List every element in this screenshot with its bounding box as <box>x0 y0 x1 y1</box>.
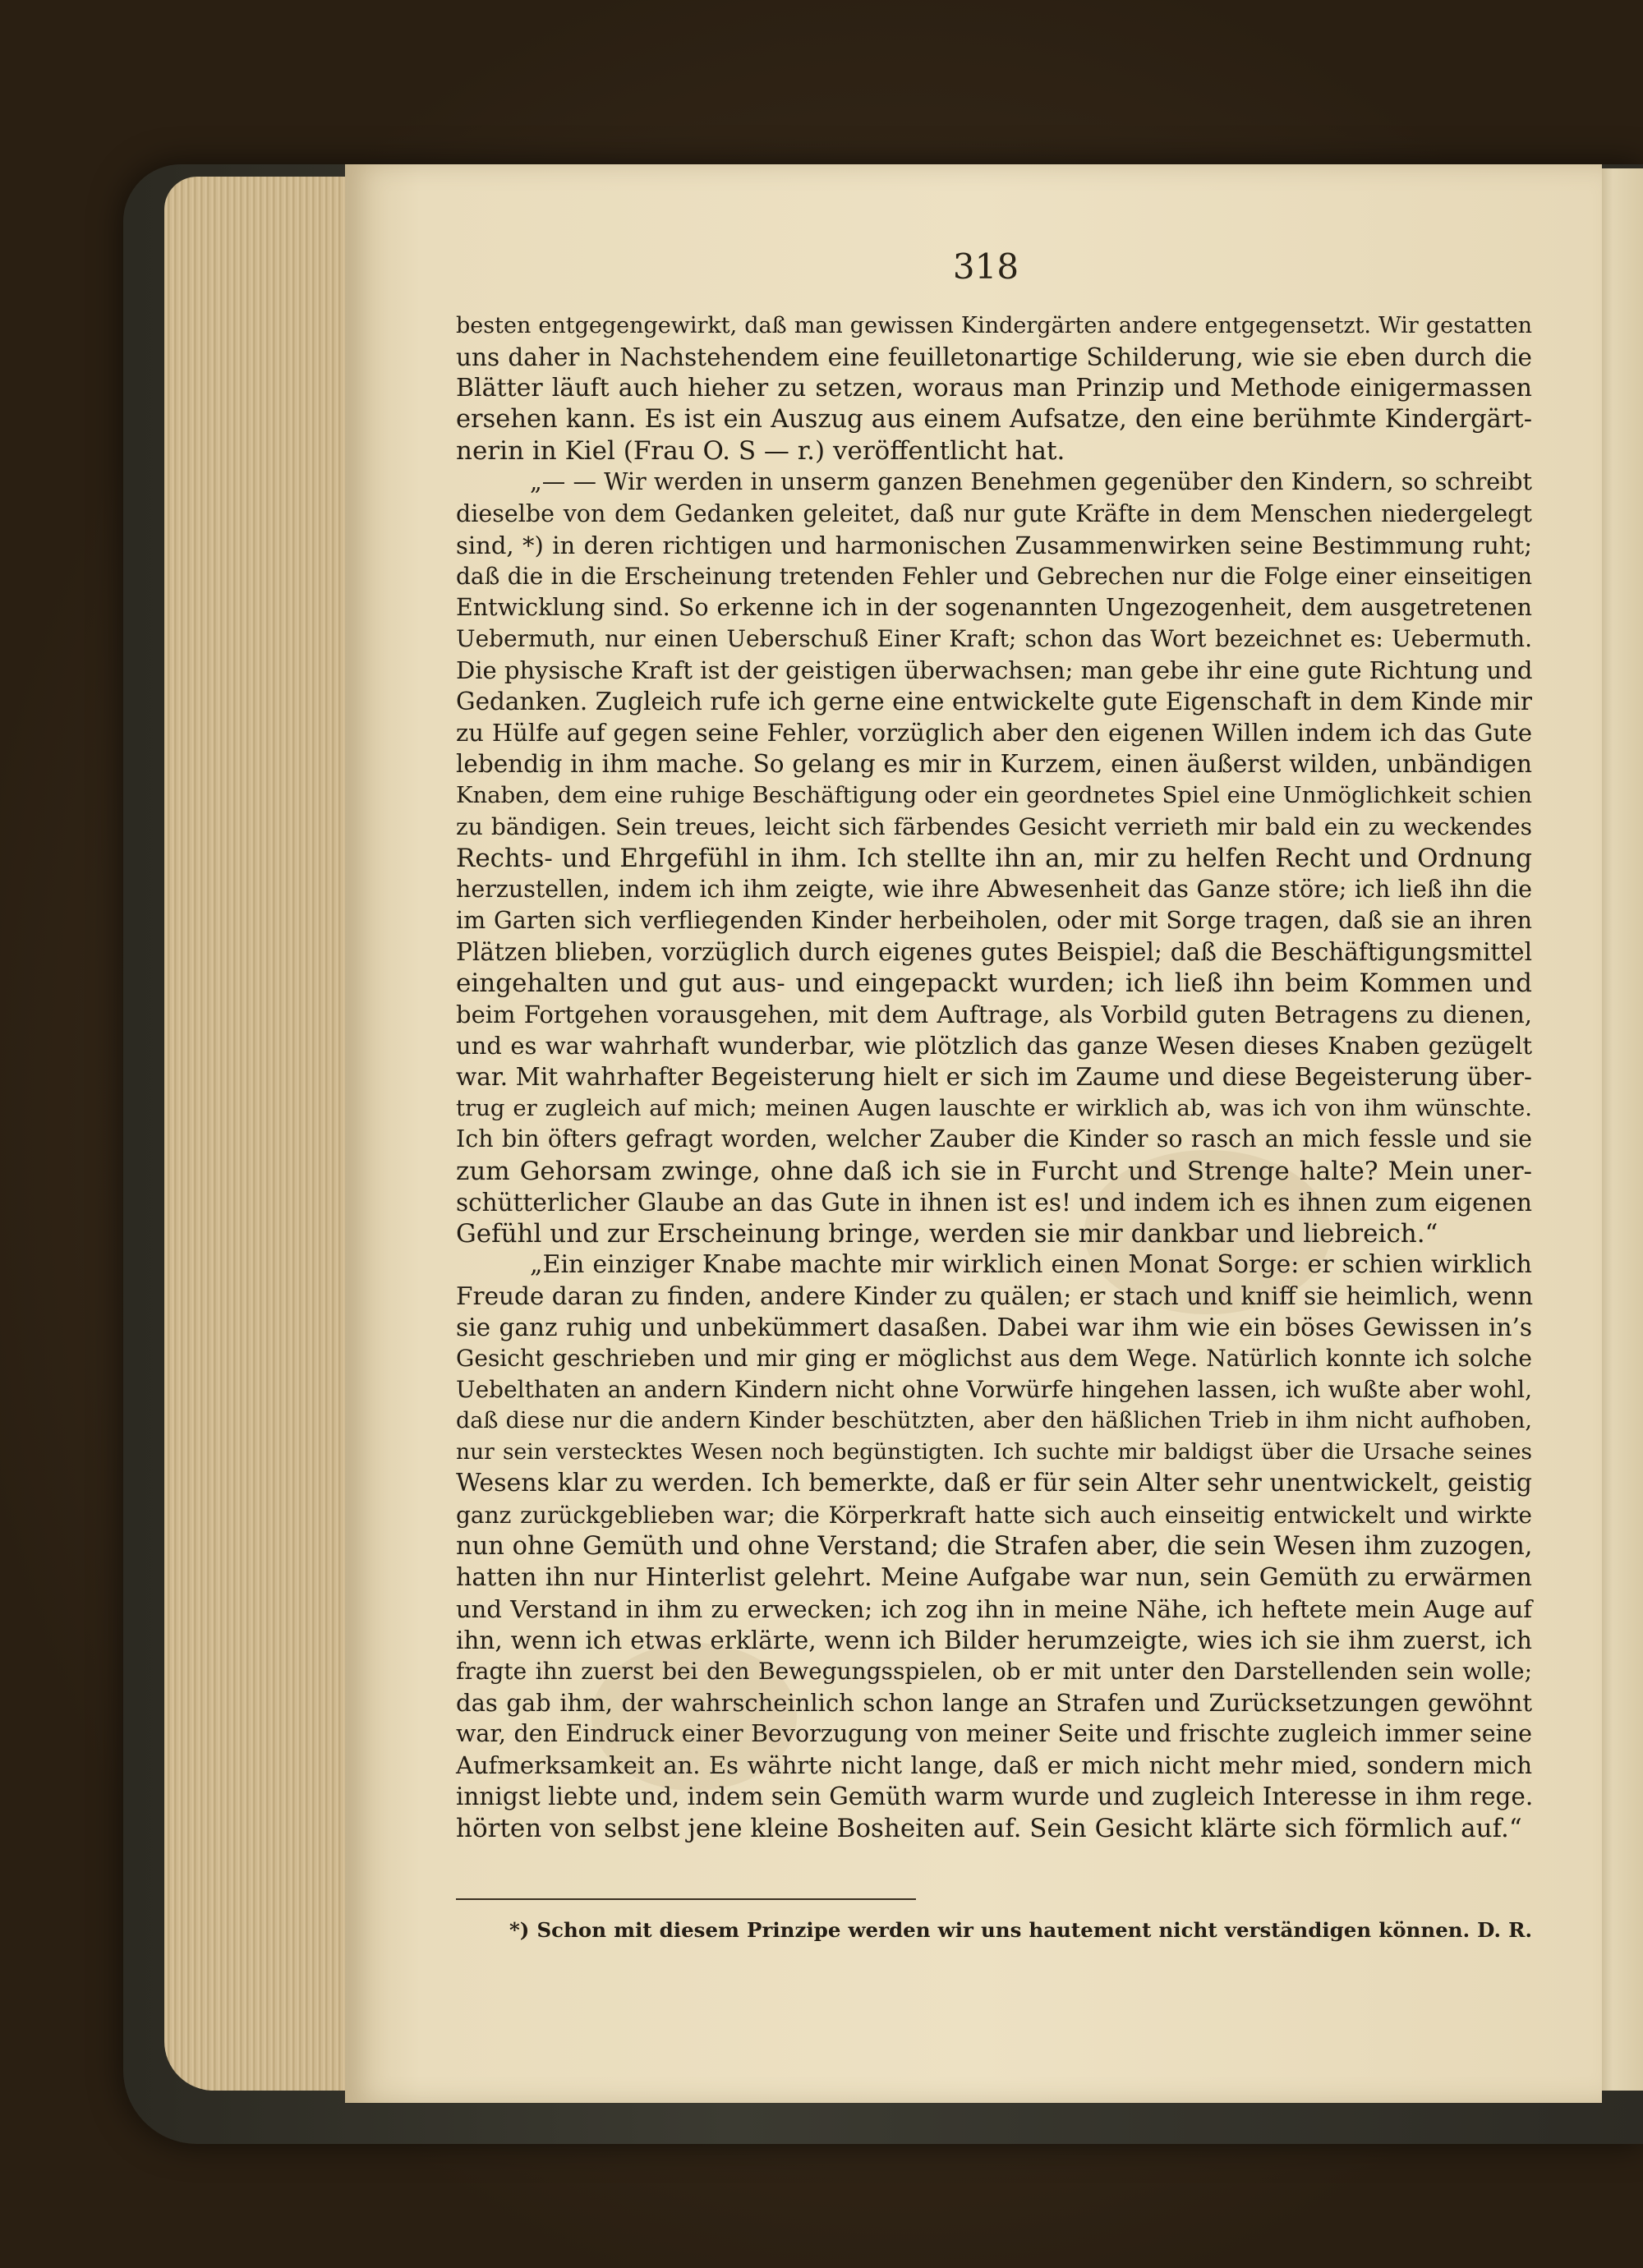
text-line: das gab ihm, der wahrscheinlich schon lange an Strafen und Zurücksetzungen gewöhnt <box>456 1689 1532 1718</box>
text-line: ganz zurückgeblieben war; die Körperkraft hatte sich auch einseitig entwickelt und wirkte <box>456 1501 1532 1529</box>
text-line: Uebermuth, nur einen Ueberschuß Einer Kraft; schon das Wort bezeichnet es: Uebermuth. <box>456 624 1532 652</box>
body-text <box>456 311 1532 1844</box>
text-line: beim Fortgehen vorausgehen, mit dem Auftrage, als Vorbild guten Betragens zu dienen, <box>456 1001 1532 1029</box>
text-line: herzustellen, indem ich ihm zeigte, wie ihre Abwesenheit das Ganze störe; ich ließ ihn die <box>456 875 1532 903</box>
text-line: trug er zugleich auf mich; meinen Augen lauschte er wirklich ab, was ich von ihm wünschte. <box>456 1095 1532 1122</box>
text-line: besten entgegengewirkt, daß man gewissen Kindergärten andere entgegensetzt. Wir gestatten <box>456 313 1532 338</box>
text-line: „Ein einziger Knabe machte mir wirklich einen Monat Sorge: er schien wirklich <box>530 1249 1532 1279</box>
text-line: Uebelthaten an andern Kindern nicht ohne Vorwürfe hingehen lassen, ich wußte aber wohl, <box>456 1376 1532 1404</box>
text-line: war, den Eindruck einer Bevorzugung von meiner Seite und frischte zugleich immer seine <box>456 1720 1532 1748</box>
text-line: sind, *) in deren richtigen und harmonischen Zusammenwirken seine Bestimmung ruht; <box>456 531 1532 559</box>
text-line: Freude daran zu finden, andere Kinder zu quälen; er stach und kniff sie heimlich, wenn <box>456 1281 1534 1310</box>
text-line: war. Mit wahrhafter Begeisterung hielt er sich im Zaume und diese Begeisterung über- <box>456 1063 1532 1092</box>
text-line: Aufmerksamkeit an. Es währte nicht lange, daß er mich nicht mehr mied, sondern mich <box>456 1751 1532 1780</box>
text-line: schütterlicher Glaube an das Gute in ihnen ist es! und indem ich es ihnen zum eigenen <box>456 1188 1532 1217</box>
text-line: Ich bin öfters gefragt worden, welcher Zauber die Kinder so rasch an mich fessle und sie <box>456 1125 1532 1153</box>
text-line: im Garten sich verfliegenden Kinder herbeiholen, oder mit Sorge tragen, daß sie an ihren <box>456 906 1532 934</box>
text-line: ihn, wenn ich etwas erklärte, wenn ich Bilder herumzeigte, wies ich sie ihm zuerst, ich <box>456 1626 1532 1654</box>
text-line: „— — Wir werden in unserm ganzen Benehmen gegenüber den Kindern, so schreibt <box>530 468 1532 496</box>
text-line: Gesicht geschrieben und mir ging er möglichst aus dem Wege. Natürlich konnte ich solche <box>456 1345 1532 1373</box>
text-line: Die physische Kraft ist der geistigen überwachsen; man gebe ihr eine gute Richtung und <box>456 656 1533 685</box>
text-line: Entwicklung sind. So erkenne ich in der sogenannten Ungezogenheit, dem ausgetretenen <box>456 593 1532 621</box>
text-line: nun ohne Gemüth und ohne Verstand; die Strafen aber, die sein Wesen ihm zuzogen, <box>456 1531 1533 1561</box>
text-line: hatten ihn nur Hinterlist gelehrt. Meine Aufgabe war nun, sein Gemüth zu erwärmen <box>456 1562 1532 1592</box>
text-line: ersehen kann. Es ist ein Auszug aus einem Aufsatze, den eine berühmte Kindergärt- <box>456 405 1532 435</box>
page-number: 318 <box>952 246 1019 287</box>
text-line: zum Gehorsam zwinge, ohne daß ich sie in Furcht und Strenge halte? Mein uner- <box>456 1156 1532 1186</box>
page-edges <box>164 177 361 2091</box>
text-line: lebendig in ihm mache. So gelang es mir in Kurzem, einen äußerst wilden, unbändigen <box>456 750 1532 779</box>
footnote-rule <box>456 1898 916 1900</box>
text-line: eingehalten und gut aus- und eingepackt wurden; ich ließ ihn beim Kommen und <box>456 968 1532 998</box>
text-line: und Verstand in ihm zu erwecken; ich zog ihn in meine Nähe, ich heftete mein Auge auf <box>456 1594 1532 1623</box>
text-line: Wesens klar zu werden. Ich bemerkte, daß er für sein Alter sehr unentwickelt, geistig <box>456 1469 1532 1498</box>
text-line: Gedanken. Zugleich rufe ich gerne eine entwickelte gute Eigenschaft in dem Kinde mir <box>456 688 1532 716</box>
text-line: Gefühl und zur Erscheinung bringe, werden sie mir dankbar und liebreich.“ <box>456 1218 1438 1249</box>
text-line: Rechts- und Ehrgefühl in ihm. Ich stellte ihn an, mir zu helfen Recht und Ordnung <box>456 843 1532 873</box>
text-line: nur sein verstecktes Wesen noch begünstigten. Ich suchte mir baldigst über die Ursache seines <box>456 1439 1532 1465</box>
footnote: *) Schon mit diesem Prinzipe werden wir uns hautement nicht verständigen können. D. R. <box>509 1918 1532 1942</box>
text-line: innigst liebte und, indem sein Gemüth warm wurde und zugleich Interesse in ihm rege. <box>456 1783 1534 1811</box>
text-line: fragte ihn zuerst bei den Bewegungsspielen, ob er mit unter den Darstellenden sein wolle; <box>456 1658 1532 1686</box>
text-line: und es war wahrhaft wunderbar, wie plötzlich das ganze Wesen dieses Knaben gezügelt <box>456 1032 1532 1060</box>
text-line: dieselbe von dem Gedanken geleitet, daß nur gute Kräfte in dem Menschen niedergelegt <box>456 499 1532 527</box>
text-line: zu bändigen. Sein treues, leicht sich färbendes Gesicht verrieth mir bald ein zu weckendes <box>456 812 1532 840</box>
text-line: uns daher in Nachstehendem eine feuilletonartige Schilderung, wie sie eben durch die <box>456 343 1532 372</box>
text-line: sie ganz ruhig und unbekümmert dasaßen. Dabei war ihm wie ein böses Gewissen in’s <box>456 1313 1532 1341</box>
text-line: Plätzen blieben, vorzüglich durch eigenes gutes Beispiel; daß die Beschäftigungsmittel <box>456 937 1532 966</box>
text-line: daß die in die Erscheinung tretenden Fehler und Gebrechen nur die Folge einer einseitigen <box>456 562 1532 590</box>
text-line: hörten von selbst jene kleine Bosheiten auf. Sein Gesicht klärte sich förmlich auf.“ <box>456 1813 1522 1843</box>
text-line: nerin in Kiel (Frau O. S — r.) veröffentlicht hat. <box>456 436 1065 467</box>
text-line: Knaben, dem eine ruhige Beschäftigung oder ein geordnetes Spiel eine Unmöglichkeit schien <box>456 782 1532 809</box>
text-line: daß diese nur die andern Kinder beschützten, aber den häßlichen Trieb in ihm nicht aufhoben, <box>456 1408 1532 1434</box>
text-line: zu Hülfe auf gegen seine Fehler, vorzüglich aber den eigenen Willen indem ich das Gute <box>456 719 1532 748</box>
text-line: Blätter läuft auch hieher zu setzen, woraus man Prinzip und Methode einigermassen <box>456 374 1532 403</box>
